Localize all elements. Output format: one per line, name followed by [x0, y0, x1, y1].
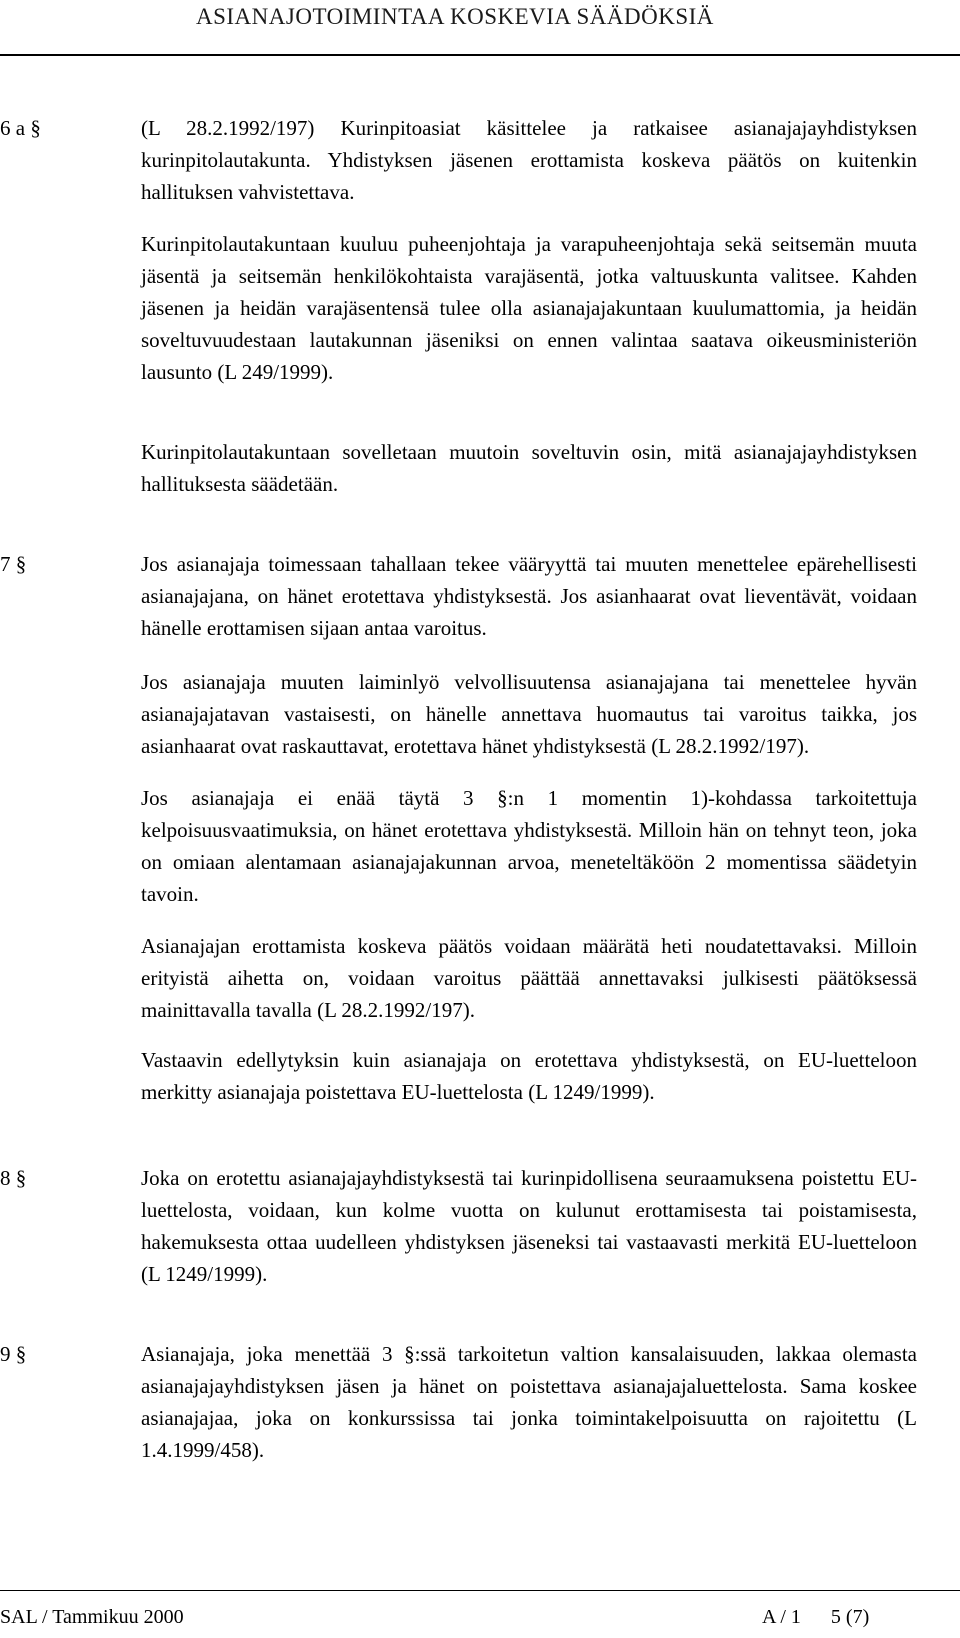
- section-label: 8 §: [0, 1166, 27, 1190]
- paragraph: Jos asianajaja toimessaan tahallaan tekee vääryyttä tai muuten menettelee epärehellisesti asianajajana, on hänet erotettava yhdistyksestä. Jos asianhaarat ovat lieventävät, voidaan hänelle erottamisen sijaan antaa varoitus.: [141, 552, 917, 640]
- paragraph: Joka on erotettu asianajajayhdistyksestä tai kurinpidollisena seuraamuksena poistettu EU-luettelosta, voidaan, kun kolme vuotta on kulunut erottamisesta tai poistamisesta, hakemuksesta ottaa uudelleen yhdistyksen jäseneksi tai vastaavasti merkitä EU-luetteloon (L 1249/1999).: [141, 1166, 917, 1286]
- header-rule: [0, 54, 960, 56]
- paragraph: Kurinpitolautakuntaan sovelletaan muutoin soveltuvin osin, mitä asianajajayhdistyksen hallituksesta säädetään.: [141, 440, 917, 496]
- section-label: 6 a §: [0, 116, 41, 140]
- section-label: 7 §: [0, 552, 27, 576]
- footer-publisher: SAL / Tammikuu 2000: [0, 1606, 184, 1628]
- header-title: ASIANAJOTOIMINTAA KOSKEVIA SÄÄDÖKSIÄ: [196, 4, 714, 29]
- paragraph: Asianajaja, joka menettää 3 §:ssä tarkoitetun valtion kansalaisuuden, lakkaa olemasta asianajajayhdistyksen jäsen ja hänet on poistettava asianajajaluettelosta. Sama koskee asianajajaa, joka on konkurssissa tai jonka toimintakelpoisuutta on rajoitettu (L 1.4.1999/458).: [141, 1342, 917, 1462]
- paragraph: Jos asianajaja ei enää täytä 3 §:n 1 momentin 1)-kohdassa tarkoitettuja kelpoisuusvaatimuksia, on hänet erotettava yhdistyksestä. Milloin hän on tehnyt teon, joka on omiaan alentamaan asianajajakunnan arvoa, meneteltäköön 2 momentissa säädetyin tavoin.: [141, 786, 917, 906]
- paragraph: Vastaavin edellytyksin kuin asianajaja on erotettava yhdistyksestä, on EU-luetteloon merkitty asianajaja poistettava EU-luettelosta (L 1249/1999).: [141, 1048, 917, 1104]
- footer-section: A / 1: [762, 1606, 801, 1628]
- footer-rule: [0, 1590, 960, 1591]
- paragraph: Jos asianajaja muuten laiminlyö velvollisuutensa asianajajana tai menettelee hyvän asianajajatavan vastaisesti, on hänelle annettava huomautus tai varoitus taikka, jos asianhaarat ovat raskauttavat, erotettava hänet yhdistyksestä (L 28.2.1992/197).: [141, 670, 917, 758]
- paragraph: Asianajajan erottamista koskeva päätös voidaan määrätä heti noudatettavaksi. Milloin erityistä aihetta on, voidaan varoitus päättää annettavaksi julkisesti päätöksessä mainittavalla tavalla (L 28.2.1992/197).: [141, 934, 917, 1022]
- paragraph: (L 28.2.1992/197) Kurinpitoasiat käsittelee ja ratkaisee asianajajayhdistyksen kurinpitolautakunta. Yhdistyksen jäsenen erottamista koskeva päätös on kuitenkin hallituksen vahvistettava.: [141, 116, 917, 204]
- paragraph: Kurinpitolautakuntaan kuuluu puheenjohtaja ja varapuheenjohtaja sekä seitsemän muuta jäsentä ja seitsemän henkilökohtaista varajäsentä, jotka valtuuskunta valitsee. Kahden jäsenen ja heidän varajäsentensä tulee olla asianajajakuntaan kuulumattomia, ja heidän soveltuvuudestaan lautakunnan jäseniksi on ennen valintaa saatava oikeusministeriön lausunto (L 249/1999).: [141, 232, 917, 384]
- footer-page-number: 5 (7): [830, 1606, 870, 1628]
- footer-page-info: [762, 1606, 869, 1629]
- running-header: [0, 0, 960, 34]
- section-label: 9 §: [0, 1342, 27, 1366]
